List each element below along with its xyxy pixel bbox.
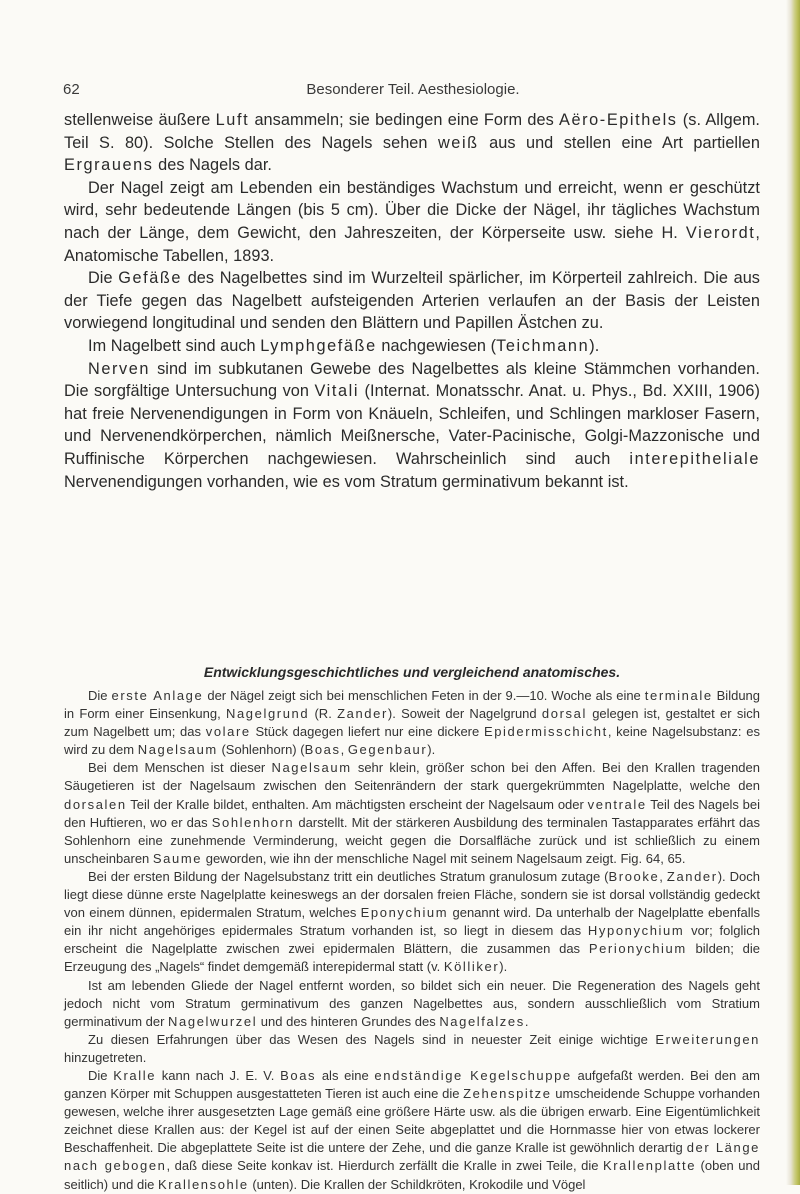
spaced-term: Nagelfalzes	[439, 1013, 525, 1029]
small-print-section	[64, 687, 760, 1194]
spaced-term: Eponychium	[360, 905, 449, 921]
small-paragraph	[64, 977, 760, 1031]
paragraph	[64, 358, 760, 494]
spaced-term: Luft	[215, 111, 250, 129]
paragraph	[64, 267, 760, 335]
spaced-term: volare	[205, 724, 251, 740]
text-run: , keine Nagelsubstanz: es wird zu dem	[64, 724, 760, 758]
spaced-term: dorsal	[541, 706, 587, 722]
text-run: darstellt. Mit der stärkeren Ausbildung des terminalen Tastapparates erfährt das Sohlenhorn eine zunehmende Verminderung, weicht gegen die Dorsalfläche zurück und ist schließlich zu einem unscheinbaren	[64, 814, 760, 866]
text-run: (unten). Die Krallen der Schildkröten, Krokodile und Vögel	[248, 1176, 586, 1192]
text-run: Teil des Nagels bei den Huftieren, wo er das	[64, 796, 760, 830]
text-run: Zu diesen Erfahrungen über das Wesen des Nagels sind in neuester Zeit einige wichtige	[88, 1031, 656, 1047]
spaced-term: Kralle	[113, 1067, 157, 1083]
text-run: ). Doch liegt diese dünne erste Nagelplatte keineswegs an der dorsalen freien Fläche, sondern sie ist dorsal vollständig gedeckt von einem dünnen, epidermalen Stratum, welches	[64, 868, 760, 921]
spaced-term: Hyponychium	[587, 923, 685, 939]
text-run: (Sohlenhorn) (	[217, 742, 305, 758]
spaced-term: Aëro-Epithels	[559, 111, 678, 129]
text-run: Der Nagel zeigt am Lebenden ein beständiges Wachstum und erreicht, wenn er geschützt wird, sehr bedeutende Längen (bis 5 cm). Über die Dicke der Nägel, ihr tägliches Wachstum nach der Länge, dem Gewicht, den Jahreszeiten, der Körperseite usw. siehe H.	[64, 178, 760, 242]
paragraph	[64, 177, 760, 267]
paragraph	[64, 109, 760, 177]
page-header	[63, 81, 763, 103]
spaced-term: Ergrauens	[64, 156, 154, 175]
spaced-term: Erweiterungen	[655, 1031, 760, 1047]
text-run: Stück dagegen liefert nur eine dickere	[250, 724, 484, 740]
small-paragraph	[64, 687, 760, 759]
text-run: ansammeln; sie bedingen eine Form des	[249, 111, 559, 129]
spaced-term: Nagelsaum	[271, 760, 352, 776]
text-run: , daß diese Seite konkav ist. Hierdurch zerfällt die Kralle in zwei Teile, die	[166, 1158, 603, 1174]
spaced-term: Perionychium	[588, 941, 687, 957]
spaced-term: Gegenbaur	[347, 742, 428, 758]
spaced-term: Teichmann	[496, 336, 590, 355]
text-run: (oben und seitlich) und die	[64, 1158, 760, 1192]
text-run: ,	[659, 868, 667, 884]
text-run: Die	[88, 269, 119, 288]
text-run: der Nägel zeigt sich bei menschlichen Feten in der 9.—10. Woche als eine	[203, 688, 645, 703]
text-run: (s. Allgem. Teil S. 80). Solche Stellen des Nagels sehen	[64, 111, 760, 152]
text-run: kann nach J. E. V.	[156, 1067, 281, 1083]
text-run: ). Soweit der Nagelgrund	[387, 706, 542, 722]
text-run: des Nagelbettes sind im Wurzelteil spärlicher, im Körperteil zahlreich. Die aus der Tiefe gegen das Nagelbett aufsteigenden Arterien verlaufen an der Basis der Leisten vorwiegend longitudinal und senden den Blättern und Papillen Ästchen zu.	[64, 269, 760, 333]
spaced-term: Vitali	[314, 382, 360, 401]
spaced-term: Zander	[666, 868, 718, 884]
text-run: ,	[340, 742, 348, 758]
spaced-term: endständige Kegelschuppe	[374, 1067, 572, 1083]
small-paragraph	[64, 759, 760, 868]
book-spine-edge	[786, 0, 800, 1185]
text-run: , Anatomische Tabellen, 1893.	[64, 223, 760, 265]
spaced-term: Zehenspitze	[463, 1086, 552, 1102]
spaced-term: Krallenplatte	[602, 1158, 697, 1174]
spaced-term: der Länge nach gebogen	[64, 1140, 760, 1174]
text-run: genannt wird. Da unterhalb der Nagelplatte ebenfalls ein ihr nicht angehöriges epidermales Stratum vorhanden ist, so liegt in diesem das	[64, 905, 760, 939]
small-paragraph	[64, 868, 760, 977]
spaced-term: Krallensohle	[157, 1176, 249, 1192]
text-run: Bei dem Menschen ist dieser	[88, 760, 272, 776]
spaced-term: erste Anlage	[111, 688, 204, 703]
text-run: Die	[88, 1067, 114, 1083]
spaced-term: Gefäße	[118, 269, 183, 288]
text-run: umscheidende Schuppe vorhanden gewesen, welche ihrer ausgesetzten Lage gemäß eine größere Härte usw. als die übrigen erwarb. Eine Eigentümlichkeit zeichnet diese Krallen aus: der Kegel ist auf der einen Seite abgeplattet und die Hornmasse hier von etwas lockerer Beschaffenheit. Die abgeplattete Seite ist die untere der Zehe, und die ganze Kralle ist gewöhnlich derartig	[64, 1086, 760, 1156]
spaced-term: Nagelgrund	[225, 706, 310, 722]
text-run: gelegen ist, gestaltet er sich zum Nagelbett um; das	[64, 706, 760, 740]
text-run: .	[524, 1013, 529, 1029]
text-run: hinzugetreten.	[64, 1049, 147, 1065]
text-run: Nervenendigungen vorhanden, wie es vom Stratum germinativum bekannt ist.	[64, 472, 629, 491]
text-run: Teil der Kralle bildet, enthalten. Am mächtigsten erscheint der Nagelsaum oder	[126, 796, 588, 812]
text-run: als eine	[316, 1067, 375, 1083]
text-run: bilden; die Erzeugung des „Nagels“ findet demgemäß interepidermal statt (v.	[64, 941, 760, 975]
small-paragraph	[64, 1067, 760, 1194]
text-run: sind im subkutanen Gewebe des Nagelbettes als kleine Stämmchen vorhanden. Die sorgfältige Untersuchung von	[64, 359, 760, 401]
text-run: Ist am lebenden Gliede der Nagel entfernt worden, so bildet sich ein neuer. Die Regeneration des Nagels geht jedoch nicht vom Stratum germinativum des ganzen Nagelbettes aus, sondern ausschließlich vom Stratium germinativum der	[64, 977, 760, 1029]
text-run: Bildung in Form einer Einsenkung,	[64, 688, 761, 722]
section-heading: Entwicklungsgeschichtliches und vergleichend anatomisches.	[203, 664, 621, 680]
spaced-term: Sohlenhorn	[211, 814, 295, 830]
spaced-term: Nagelsaum	[137, 742, 218, 758]
spaced-term: Brooke	[608, 868, 660, 884]
text-run: des Nagels dar.	[153, 156, 272, 175]
spaced-term: Lymphgefäße	[260, 336, 377, 355]
spaced-term: Nerven	[88, 359, 151, 378]
text-run: Bei der ersten Bildung der Nagelsubstanz tritt ein deutliches Stratum granulosum zutage (	[88, 868, 609, 884]
text-run: und des hinteren Grundes des	[257, 1013, 440, 1029]
text-run: Die	[88, 688, 112, 703]
text-run: Im Nagelbett sind auch	[88, 336, 261, 355]
text-run: sehr klein, größer schon bei den Affen. Bei den Krallen tragenden Säugetieren ist der Nagelsaum zwischen den Seitenrändern der stark quergekrümmten Nagelplatte, welche den	[64, 760, 760, 794]
page-number: 62	[63, 81, 80, 98]
running-title: Besonderer Teil. Aesthesiologie.	[306, 81, 520, 98]
spaced-term: Zander	[337, 706, 388, 722]
text-run: (Internat. Monatsschr. Anat. u. Phys., Bd. XXIII, 1906) hat freie Nervenendigungen in Form von Knäueln, Schleifen, und Schlingen markloser Fasern, und Nervenendkörperchen, nämlich Meißnersche, Vater-Pacinische, Golgi-Mazzonische und Ruffinische Körperchen nachgewiesen. Wahrscheinlich sind auch	[64, 382, 760, 468]
spaced-term: Saume	[152, 850, 203, 866]
text-run: aufgefaßt werden. Bei den am ganzen Körper mit Schuppen ausgestatteten Tieren ist auch eine die	[64, 1067, 760, 1102]
spaced-term: ventrale	[587, 796, 647, 812]
spaced-term: weiß	[437, 133, 479, 152]
text-run: geworden, wie ihn der menschliche Nagel mit seinem Nagelsaum zeigt. Fig. 64, 65.	[202, 850, 686, 866]
spaced-term: Vierordt	[685, 223, 756, 242]
text-run: vor; folglich erscheint die Nagelplatte zwischen zwei epidermalen Blättern, die zusammen das	[64, 923, 760, 957]
spaced-term: Boas	[280, 1067, 317, 1083]
text-run: stellenweise äußere	[64, 111, 216, 129]
main-text	[64, 109, 760, 493]
text-run: ).	[427, 742, 436, 758]
spaced-term: interepitheliale	[629, 449, 760, 468]
text-run: nachgewiesen (	[376, 336, 497, 355]
text-run: ).	[499, 959, 508, 975]
spaced-term: terminale	[644, 688, 713, 703]
text-run: (R.	[309, 706, 338, 722]
spaced-term: Epidermisschicht	[483, 724, 608, 740]
paragraph	[64, 335, 760, 358]
text-run: aus und stellen eine Art partiellen	[478, 133, 760, 152]
spaced-term: Boas	[304, 742, 341, 758]
text-run: ).	[589, 336, 600, 355]
spaced-term: dorsalen	[64, 796, 127, 812]
small-paragraph	[64, 1031, 760, 1067]
spaced-term: Kölliker	[443, 959, 500, 975]
spaced-term: Nagelwurzel	[168, 1013, 258, 1029]
